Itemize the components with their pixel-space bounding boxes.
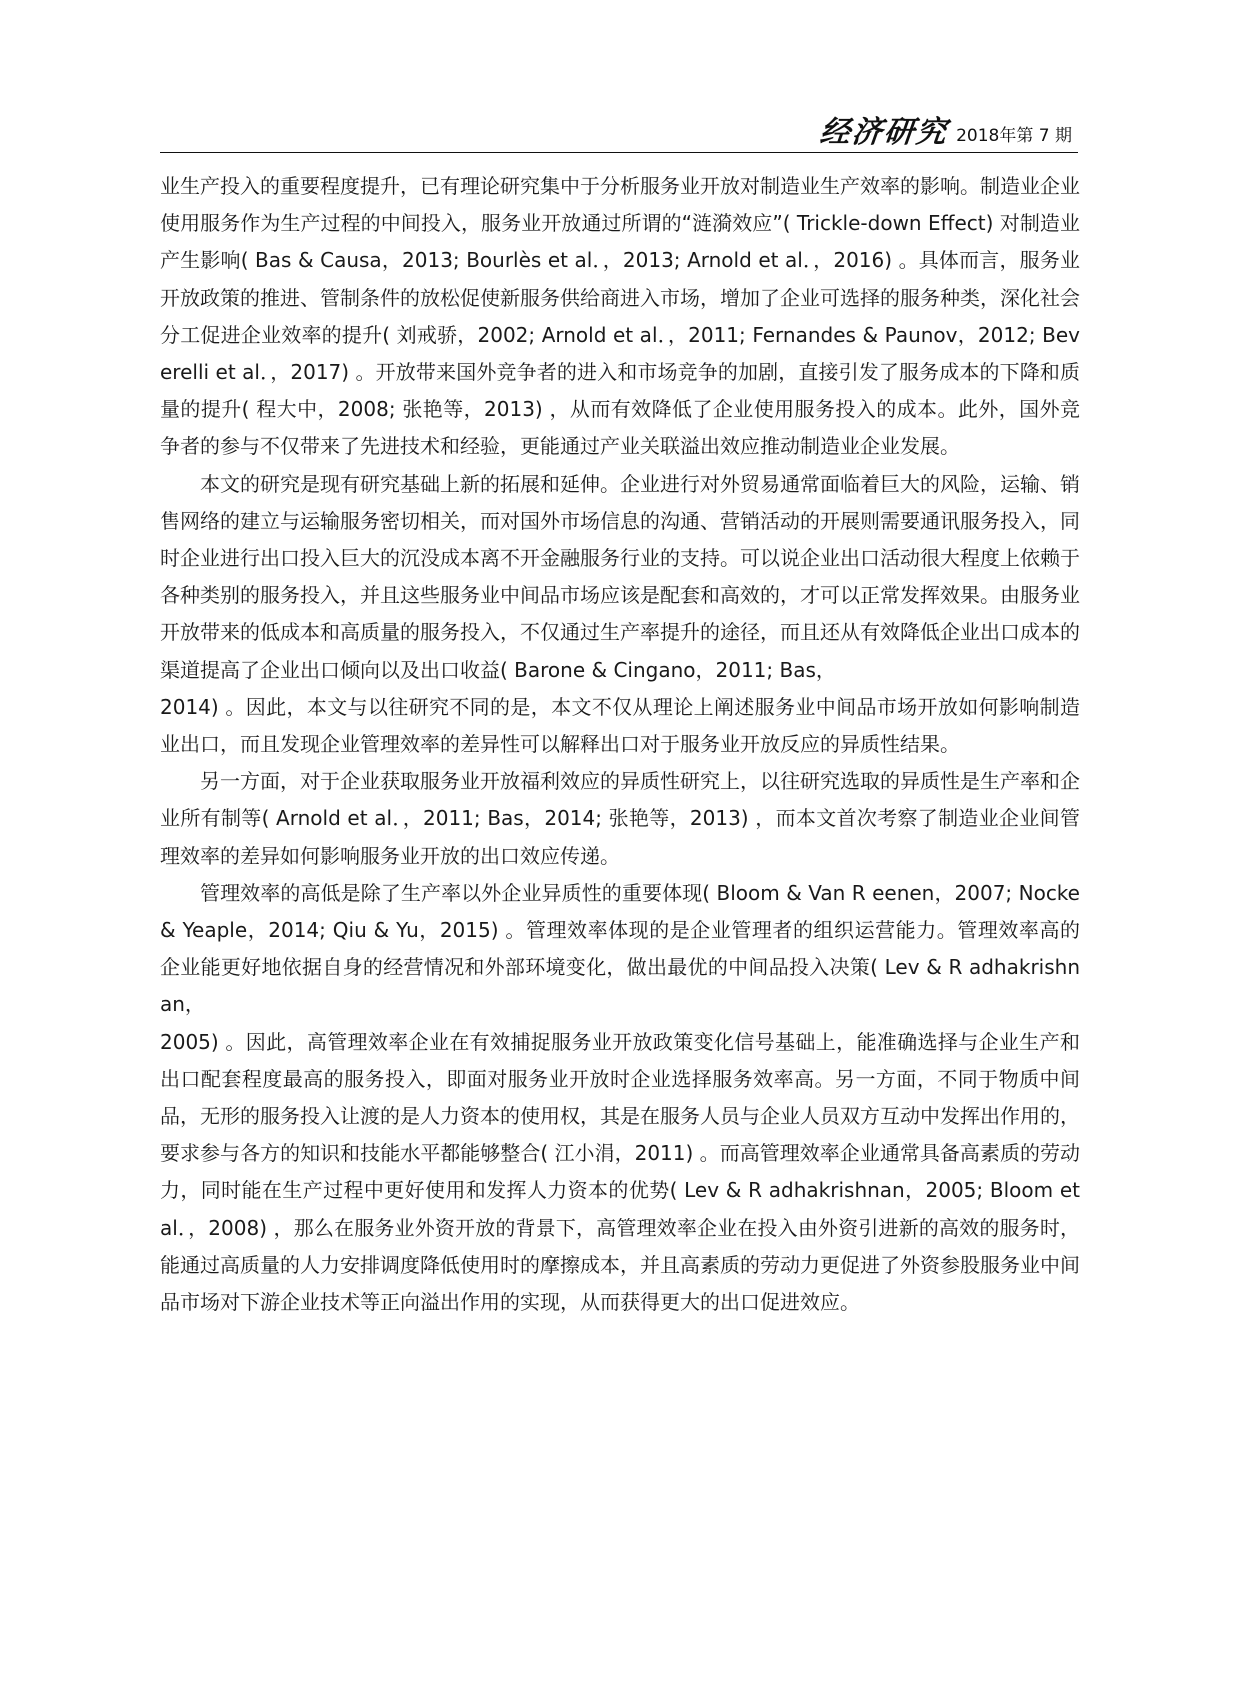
paragraph-contribution: 2014) 。因此，本文与以往研究不同的是，本文不仅从理论上阐述服务业中间品市场开放如何影响制造业出口，而且发现企业管理效率的差异性可以解释出口对于服务业开放反应的异质性结果。 [160, 694, 1080, 757]
paragraph-research-extension: 本文的研究是现有研究基础上新的拓展和延伸。企业进行对外贸易通常面临着巨大的风险，运输、销售网络的建立与运输服务密切相关，而对国外市场信息的沟通、营销活动的开展则需要通讯服务投入，同时企业进行出口投入巨大的沉没成本离不开金融服务行业的支持。可以说企业出口活动很大程度上依赖于各种类别的服务投入，并且这些服务业中间品市场应该是配套和高效的，才可以正常发挥效果。由服务业开放带来的低成本和高质量的服务投入，不仅通过生产率提升的途径，而且还从有效降低企业出口成本的渠道提高了企业出口倾向以及出口收益( Barone & Cingano，2011; Bas， [160, 471, 1080, 682]
paragraph-management-efficiency: 管理效率的高低是除了生产率以外企业异质性的重要体现( Bloom & Van R eenen，2007; Nocke & Yeaple，2014; Qiu & Yu，2015) 。管理效率体现的是企业管理者的组织运营能力。管理效率高的企业能更好地依据自身的经营情况和外部环境变化，做出最优的中间品投入决策( Lev & R adhakrishnan， [160, 880, 1080, 1017]
paragraph-continuation: 业生产投入的重要程度提升，已有理论研究集中于分析服务业开放对制造业生产效率的影响。制造业企业使用服务作为生产过程的中间投入，服务业开放通过所谓的“涟漪效应”( Trickle-down Effect) 对制造业产生影响( Bas & Causa，2013; Bourlès et al．，2013; Arnold et al．，2016) 。具体而言，服务业开放政策的推进、管制条件的放松促使新服务供给商进入市场，增加了企业可选择的服务种类，深化社会分工促进企业效率的提升( 刘戒骄，2002; Arnold et al．，2011; Fernandes & Paunov，2012; Beverelli et al．，2017) 。开放带来国外竞争者的进入和市场竞争的加剧，直接引发了服务成本的下降和质量的提升( 程大中，2008; 张艳等，2013) ，从而有效降低了企业使用服务投入的成本。此外，国外竞争者的参与不仅带来了先进技术和经验，更能通过产业关联溢出效应推动制造业企业发展。 [160, 174, 1080, 459]
paragraph-mechanism: 2005) 。因此，高管理效率企业在有效捕捉服务业开放政策变化信号基础上，能准确选择与企业生产和出口配套程度最高的服务投入，即面对服务业开放时企业选择服务效率高。另一方面，不同于物质中间品，无形的服务投入让渡的是人力资本的使用权，其是在服务人员与企业人员双方互动中发挥出作用的，要求参与各方的知识和技能水平都能够整合( 江小涓，2011) 。而高管理效率企业通常具备高素质的劳动力，同时能在生产过程中更好使用和发挥人力资本的优势( Lev & R adhakrishnan，2005; Bloom et al．，2008) ，那么在服务业外资开放的背景下，高管理效率企业在投入由外资引进新的高效的服务时，能通过高质量的人力安排调度降低使用时的摩擦成本，并且高素质的劳动力更促进了外资参股服务业中间品市场对下游企业技术等正向溢出作用的实现，从而获得更大的出口促进效应。 [160, 1029, 1080, 1315]
article-body [160, 168, 1080, 1321]
header-title-group [818, 115, 1072, 150]
paragraph-heterogeneity: 另一方面，对于企业获取服务业开放福利效应的异质性研究上，以往研究选取的异质性是生产率和企业所有制等( Arnold et al．，2011; Bas，2014; 张艳等，2013) ，而本文首次考察了制造业企业间管理效率的差异如何影响服务业开放的出口效应传递。 [160, 769, 1080, 868]
journal-logo: 经济研究 [818, 115, 951, 150]
issue-number: 2018年第 7 期 [956, 126, 1072, 146]
running-header [160, 112, 1078, 153]
